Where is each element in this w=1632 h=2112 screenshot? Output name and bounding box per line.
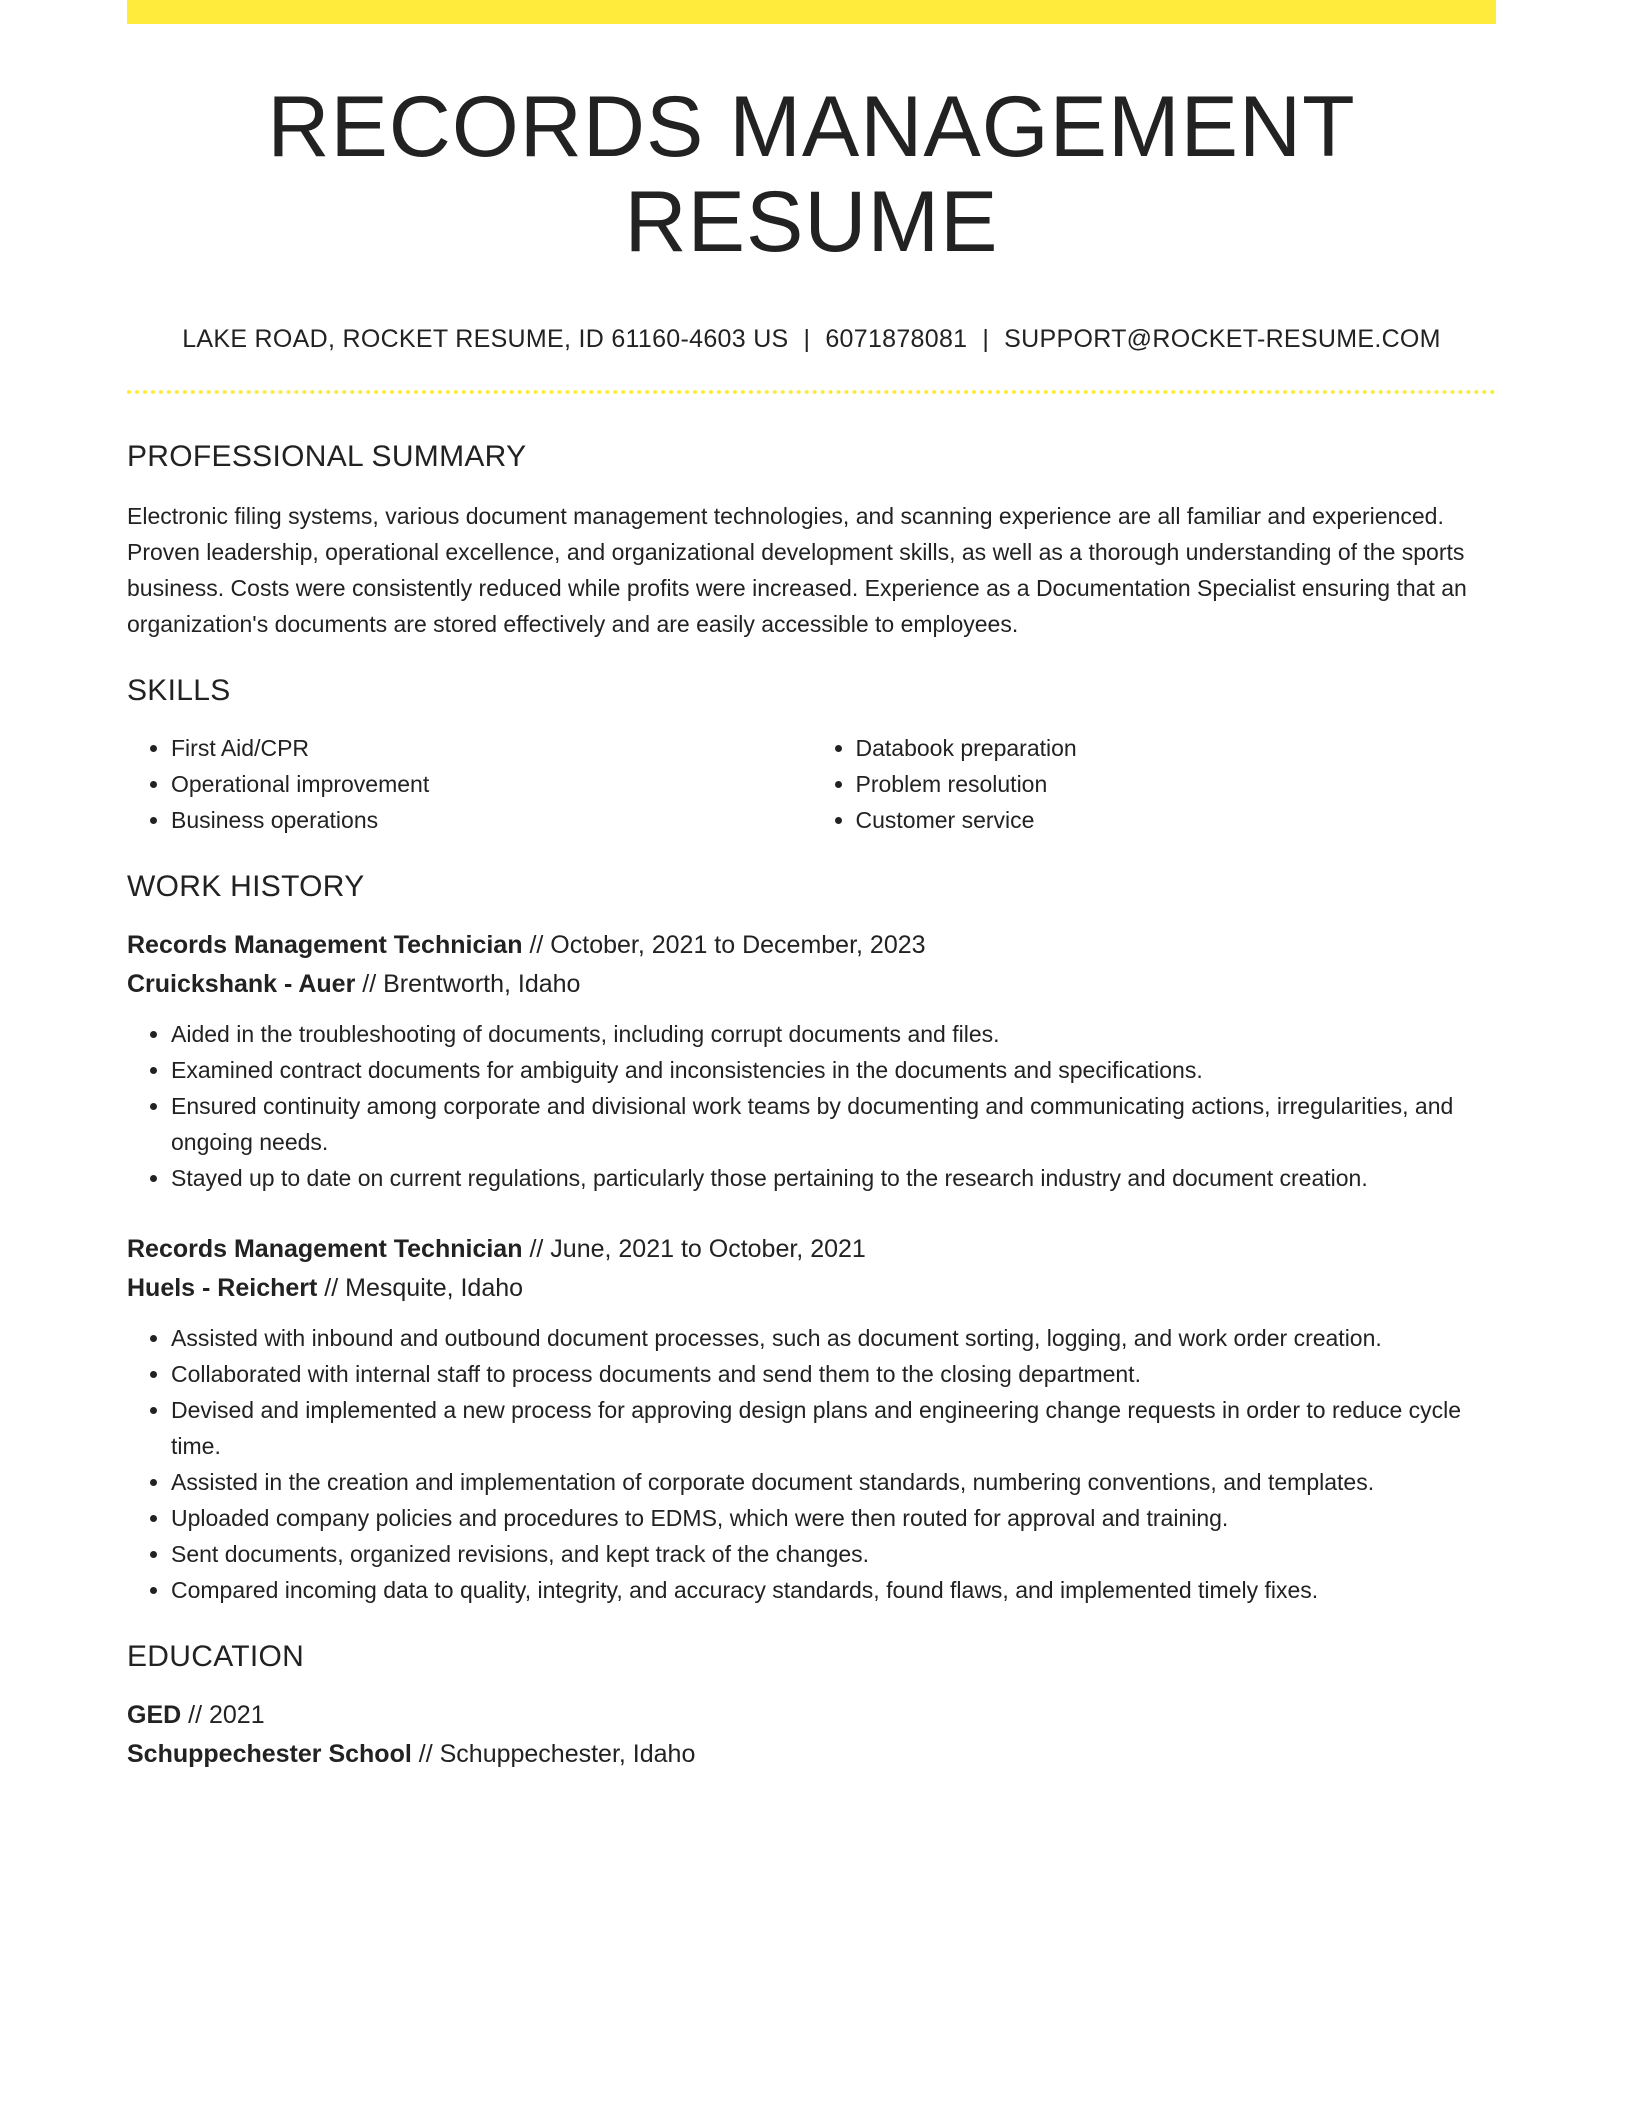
job-separator: // xyxy=(362,970,377,999)
job-entry xyxy=(127,926,1496,1196)
education-separator: // xyxy=(418,1740,433,1769)
contact-phone: 6071878081 xyxy=(825,325,968,354)
skill-item: • Customer service xyxy=(856,802,1497,838)
contact-line xyxy=(127,325,1496,354)
job-bullet: • Devised and implemented a new process for approving design plans and engineering change requests in order to reduce cycle time. xyxy=(171,1392,1496,1464)
job-role: Records Management Technician xyxy=(127,931,523,960)
job-bullet: • Aided in the troubleshooting of documents, including corrupt documents and files. xyxy=(171,1016,1496,1052)
job-separator: // xyxy=(529,931,544,960)
job-dates: October, 2021 to December, 2023 xyxy=(550,931,926,960)
skill-item: • Operational improvement xyxy=(171,766,812,802)
job-bullet: • Uploaded company policies and procedures to EDMS, which were then routed for approval and training. xyxy=(171,1500,1496,1536)
education-degree-line xyxy=(127,1696,1496,1735)
skills-list xyxy=(127,730,1496,838)
job-bullet: • Examined contract documents for ambiguity and inconsistencies in the documents and specifications. xyxy=(171,1052,1496,1088)
job-company-line xyxy=(127,1269,1496,1308)
job-role-line xyxy=(127,1230,1496,1269)
job-bullets xyxy=(127,1016,1496,1196)
top-accent-bar xyxy=(127,0,1496,24)
education-heading: EDUCATION xyxy=(127,1640,305,1674)
summary-heading: PROFESSIONAL SUMMARY xyxy=(127,440,527,474)
job-bullets xyxy=(127,1320,1496,1608)
job-company-line xyxy=(127,965,1496,1004)
education-degree: GED xyxy=(127,1701,182,1730)
job-bullet: • Ensured continuity among corporate and divisional work teams by documenting and communicating actions, irregularities, and ongoing needs. xyxy=(171,1088,1496,1160)
dotted-divider xyxy=(127,390,1496,394)
education-school-line xyxy=(127,1735,1496,1774)
job-bullet: • Stayed up to date on current regulations, particularly those pertaining to the research industry and document creation. xyxy=(171,1160,1496,1196)
skill-item: • Problem resolution xyxy=(856,766,1497,802)
job-bullet: • Sent documents, organized revisions, and kept track of the changes. xyxy=(171,1536,1496,1572)
education-separator: // xyxy=(188,1701,203,1730)
education-school: Schuppechester School xyxy=(127,1740,412,1769)
job-entry xyxy=(127,1230,1496,1608)
contact-address: LAKE ROAD, ROCKET RESUME, ID 61160-4603 US xyxy=(182,325,789,354)
job-separator: // xyxy=(529,1235,544,1264)
education-year: 2021 xyxy=(209,1701,265,1730)
job-role: Records Management Technician xyxy=(127,1235,523,1264)
skill-item: • Business operations xyxy=(171,802,812,838)
skills-heading: SKILLS xyxy=(127,674,231,708)
contact-separator: | xyxy=(982,325,990,354)
skills-column-left xyxy=(127,730,812,838)
education-location: Schuppechester, Idaho xyxy=(439,1740,696,1769)
job-location: Mesquite, Idaho xyxy=(345,1274,524,1303)
job-bullet: • Compared incoming data to quality, integrity, and accuracy standards, found flaws, and implemented timely fixes. xyxy=(171,1572,1496,1608)
work-history-heading: WORK HISTORY xyxy=(127,870,365,904)
job-bullet: • Collaborated with internal staff to process documents and send them to the closing department. xyxy=(171,1356,1496,1392)
job-separator: // xyxy=(324,1274,339,1303)
job-bullet: • Assisted in the creation and implementation of corporate document standards, numbering conventions, and templates. xyxy=(171,1464,1496,1500)
education-entry xyxy=(127,1696,1496,1774)
job-company: Huels - Reichert xyxy=(127,1274,318,1303)
job-company: Cruickshank - Auer xyxy=(127,970,356,999)
skill-item: • First Aid/CPR xyxy=(171,730,812,766)
job-role-line xyxy=(127,926,1496,965)
job-location: Brentworth, Idaho xyxy=(383,970,581,999)
resume-page xyxy=(127,0,1496,1774)
job-bullet: • Assisted with inbound and outbound document processes, such as document sorting, logging, and work order creation. xyxy=(171,1320,1496,1356)
skills-column-right xyxy=(812,730,1497,838)
job-dates: June, 2021 to October, 2021 xyxy=(550,1235,866,1264)
skill-item: • Databook preparation xyxy=(856,730,1497,766)
summary-text: Electronic filing systems, various document management technologies, and scanning experience are all familiar and experienced. Proven leadership, operational excellence, and organizational development skills, as well as a thorough understanding of the sports business. Costs were consistently reduced while profits were increased. Experience as a Documentation Specialist ensuring that an organization's documents are stored effectively and are easily accessible to employees. xyxy=(127,503,1467,638)
contact-separator: | xyxy=(803,325,811,354)
contact-email: SUPPORT@ROCKET-RESUME.COM xyxy=(1004,325,1441,354)
resume-title: RECORDS MANAGEMENT RESUME xyxy=(267,79,1356,270)
